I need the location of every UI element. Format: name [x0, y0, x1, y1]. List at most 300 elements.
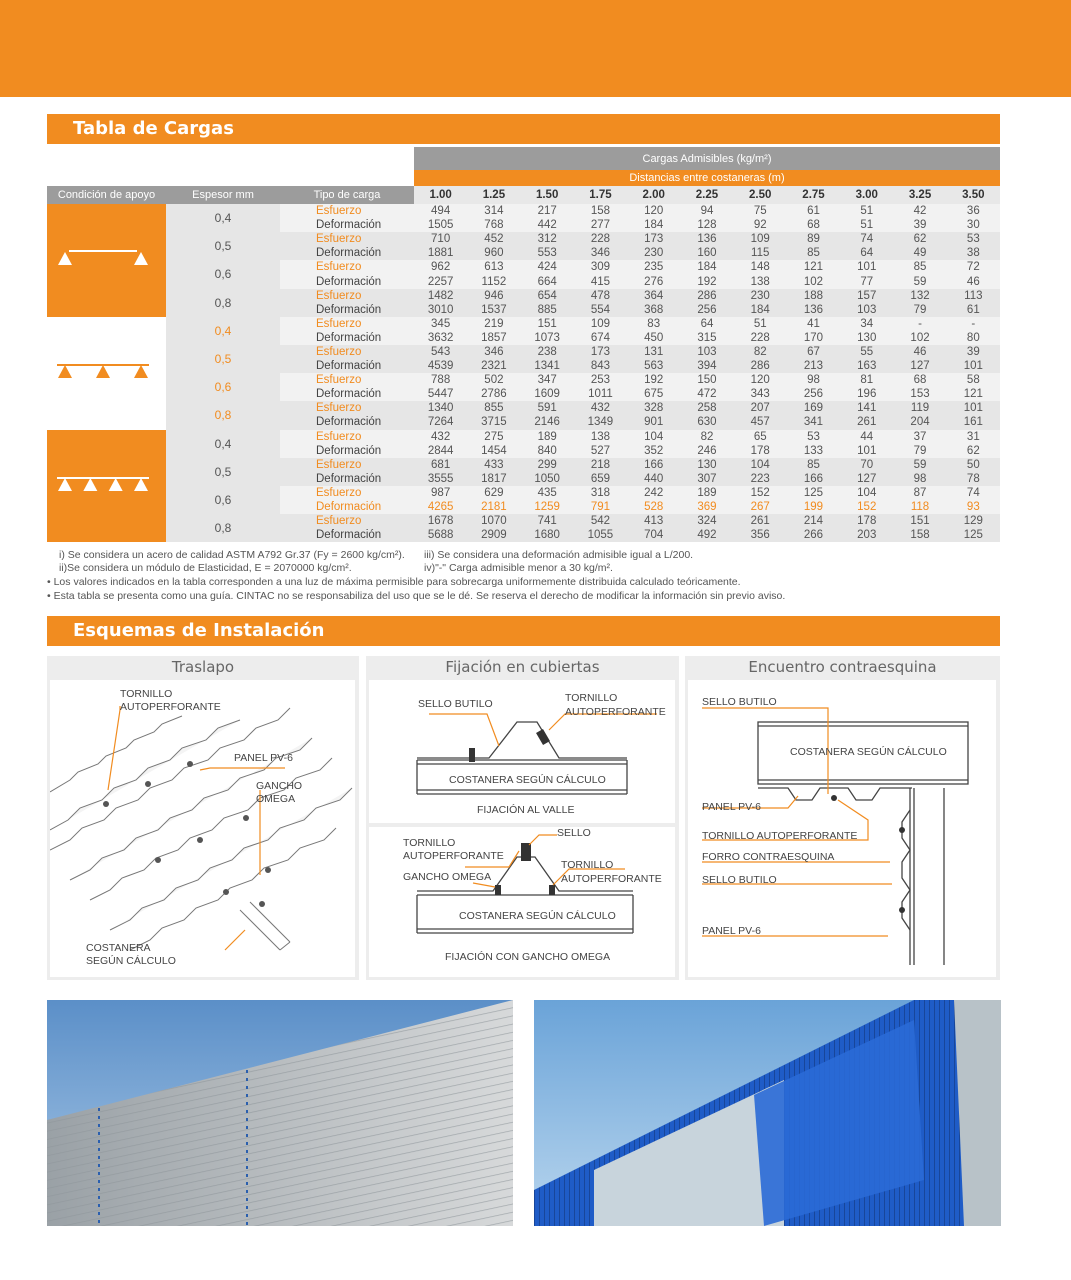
load-value-cell: 125	[947, 528, 1000, 542]
table-row	[47, 232, 1000, 246]
load-value-cell: 230	[734, 289, 787, 303]
load-value-cell: 65	[734, 430, 787, 444]
load-value-cell: 324	[680, 514, 733, 528]
deformation-label: Deformación	[280, 331, 414, 345]
load-value-cell: 2181	[467, 500, 520, 514]
load-value-cell: 364	[627, 289, 680, 303]
load-value-cell: 120	[734, 373, 787, 387]
load-value-cell: 151	[521, 317, 574, 331]
load-value-cell: 276	[627, 274, 680, 288]
load-value-cell: 166	[787, 472, 840, 486]
load-value-cell: 543	[414, 345, 467, 359]
load-value-cell: 103	[840, 303, 893, 317]
load-value-cell: 309	[574, 260, 627, 274]
load-value-cell: 452	[467, 232, 520, 246]
thickness-cell: 0,8	[166, 401, 280, 429]
thickness-cell: 0,6	[166, 373, 280, 401]
stress-label: Esfuerzo	[280, 204, 414, 218]
span-header: 2.50	[734, 186, 787, 204]
load-value-cell: 346	[574, 246, 627, 260]
label-panel-pv6: PANEL PV-6	[234, 752, 293, 764]
load-value-cell: 163	[840, 359, 893, 373]
load-value-cell: 527	[574, 444, 627, 458]
load-value-cell: 1680	[521, 528, 574, 542]
load-value-cell: 173	[574, 345, 627, 359]
loads-section-title: Tabla de Cargas	[47, 114, 1000, 144]
load-value-cell: 1505	[414, 218, 467, 232]
load-value-cell: 1050	[521, 472, 574, 486]
load-value-cell: 659	[574, 472, 627, 486]
table-row	[47, 373, 1000, 387]
fijacion-valle-diagram	[369, 680, 675, 823]
stress-label: Esfuerzo	[280, 317, 414, 331]
load-value-cell: 79	[893, 444, 946, 458]
load-value-cell: 127	[893, 359, 946, 373]
load-value-cell: 173	[627, 232, 680, 246]
load-value-cell: 554	[574, 303, 627, 317]
thickness-cell: 0,4	[166, 204, 280, 232]
load-value-cell: 207	[734, 401, 787, 415]
load-value-cell: 85	[893, 260, 946, 274]
load-value-cell: 629	[467, 486, 520, 500]
load-value-cell: 1011	[574, 387, 627, 401]
traslapo-panel	[47, 656, 359, 980]
stress-label: Esfuerzo	[280, 430, 414, 444]
encuentro-diagram	[688, 680, 996, 977]
load-value-cell: 36	[947, 204, 1000, 218]
load-value-cell: 152	[734, 486, 787, 500]
load-value-cell: 1055	[574, 528, 627, 542]
load-value-cell: 148	[734, 260, 787, 274]
fijacion-omega-diagram	[369, 827, 675, 977]
load-value-cell: 121	[947, 387, 1000, 401]
load-value-cell: 238	[521, 345, 574, 359]
support-4-icon	[47, 464, 166, 504]
load-value-cell: 356	[734, 528, 787, 542]
thickness-cell: 0,5	[166, 345, 280, 373]
load-value-cell: 1482	[414, 289, 467, 303]
load-value-cell: 113	[947, 289, 1000, 303]
load-value-cell: 664	[521, 274, 574, 288]
load-value-cell: 101	[947, 401, 1000, 415]
load-value-cell: 119	[893, 401, 946, 415]
load-value-cell: 528	[627, 500, 680, 514]
label-sello: SELLO	[557, 827, 591, 839]
load-value-cell: 791	[574, 500, 627, 514]
load-value-cell: 591	[521, 401, 574, 415]
table-row	[47, 401, 1000, 415]
load-value-cell: 104	[840, 486, 893, 500]
load-value-cell: 118	[893, 500, 946, 514]
label-fijacion-gancho: FIJACIÓN CON GANCHO OMEGA	[445, 951, 611, 963]
load-value-cell: 98	[893, 472, 946, 486]
load-value-cell: 855	[467, 401, 520, 415]
load-value-cell: 138	[734, 274, 787, 288]
label-tornillo: TORNILLO	[120, 688, 173, 700]
load-value-cell: 192	[680, 274, 733, 288]
thickness-cell: 0,8	[166, 289, 280, 317]
load-value-cell: 77	[840, 274, 893, 288]
load-value-cell: 312	[521, 232, 574, 246]
load-value-cell: 228	[734, 331, 787, 345]
load-value-cell: 1152	[467, 274, 520, 288]
load-value-cell: 50	[947, 458, 1000, 472]
load-value-cell: 328	[627, 401, 680, 415]
load-value-cell: 424	[521, 260, 574, 274]
load-value-cell: 150	[680, 373, 733, 387]
deformation-label: Deformación	[280, 303, 414, 317]
load-value-cell: 1073	[521, 331, 574, 345]
load-value-cell: 2909	[467, 528, 520, 542]
label-sello-butilo: SELLO BUTILO	[418, 698, 493, 710]
load-value-cell: 885	[521, 303, 574, 317]
table-row	[47, 430, 1000, 444]
allowable-load-header: Cargas Admisibles (kg/m²)	[414, 147, 1000, 170]
load-value-cell: 184	[627, 218, 680, 232]
load-value-cell: 70	[840, 458, 893, 472]
note-3: iii) Se considera una deformación admisible igual a L/200.	[424, 549, 694, 561]
stress-label: Esfuerzo	[280, 514, 414, 528]
load-value-cell: 104	[734, 458, 787, 472]
load-value-cell: 214	[787, 514, 840, 528]
load-value-cell: 450	[627, 331, 680, 345]
load-value-cell: 104	[627, 430, 680, 444]
load-type-header: Tipo de carga	[280, 186, 414, 204]
load-value-cell: 102	[787, 274, 840, 288]
load-value-cell: 44	[840, 430, 893, 444]
label-sello-butilo-2: SELLO BUTILO	[702, 874, 777, 886]
load-value-cell: 960	[467, 246, 520, 260]
load-value-cell: 413	[627, 514, 680, 528]
deformation-label: Deformación	[280, 387, 414, 401]
load-value-cell: 253	[574, 373, 627, 387]
deformation-label: Deformación	[280, 246, 414, 260]
load-value-cell: 189	[521, 430, 574, 444]
load-value-cell: 82	[680, 430, 733, 444]
load-value-cell: 1537	[467, 303, 520, 317]
deformation-label: Deformación	[280, 359, 414, 373]
load-value-cell: 31	[947, 430, 1000, 444]
load-value-cell: 492	[680, 528, 733, 542]
load-value-cell: -	[947, 317, 1000, 331]
load-value-cell: 314	[467, 204, 520, 218]
load-value-cell: 7264	[414, 415, 467, 429]
load-value-cell: 901	[627, 415, 680, 429]
loads-table-wrapper	[47, 147, 1000, 542]
load-value-cell: 49	[893, 246, 946, 260]
load-value-cell: 153	[893, 387, 946, 401]
load-value-cell: 55	[840, 345, 893, 359]
load-value-cell: 946	[467, 289, 520, 303]
table-row	[47, 289, 1000, 303]
load-value-cell: 352	[627, 444, 680, 458]
load-value-cell: 53	[947, 232, 1000, 246]
load-value-cell: 204	[893, 415, 946, 429]
valley-fixing-drawing	[369, 680, 675, 823]
span-header: 1.75	[574, 186, 627, 204]
span-header: 2.00	[627, 186, 680, 204]
load-value-cell: 169	[787, 401, 840, 415]
load-value-cell: 230	[627, 246, 680, 260]
load-value-cell: 415	[574, 274, 627, 288]
load-value-cell: 256	[787, 387, 840, 401]
load-value-cell: 433	[467, 458, 520, 472]
load-value-cell: 256	[680, 303, 733, 317]
load-value-cell: 87	[893, 486, 946, 500]
load-value-cell: 158	[893, 528, 946, 542]
building-facade-image	[534, 1000, 1001, 1226]
note-5: • Los valores indicados en la tabla corresponden a una luz de máxima permisible para sobrecarga uniformemente distribuida calculado teóricamente.	[47, 576, 741, 588]
label-panel-pv6: PANEL PV-6	[702, 801, 761, 813]
load-value-cell: 674	[574, 331, 627, 345]
table-row	[47, 260, 1000, 274]
label-segun-calculo: SEGÚN CÁLCULO	[86, 955, 176, 967]
load-value-cell: 158	[574, 204, 627, 218]
load-value-cell: 1259	[521, 500, 574, 514]
load-value-cell: 275	[467, 430, 520, 444]
load-value-cell: 62	[947, 444, 1000, 458]
load-value-cell: 2257	[414, 274, 467, 288]
load-value-cell: 502	[467, 373, 520, 387]
load-value-cell: 315	[680, 331, 733, 345]
load-value-cell: 347	[521, 373, 574, 387]
photo-wall-cladding	[47, 1000, 513, 1226]
load-value-cell: 127	[840, 472, 893, 486]
load-value-cell: 131	[627, 345, 680, 359]
stress-label: Esfuerzo	[280, 260, 414, 274]
load-value-cell: 170	[787, 331, 840, 345]
load-value-cell: 228	[574, 232, 627, 246]
load-value-cell: 267	[734, 500, 787, 514]
load-value-cell: 103	[680, 345, 733, 359]
load-value-cell: 79	[893, 303, 946, 317]
load-value-cell: 133	[787, 444, 840, 458]
load-value-cell: 102	[893, 331, 946, 345]
stress-label: Esfuerzo	[280, 345, 414, 359]
load-value-cell: 67	[787, 345, 840, 359]
deformation-label: Deformación	[280, 500, 414, 514]
thickness-cell: 0,6	[166, 486, 280, 514]
label-costanera: COSTANERA	[86, 942, 151, 954]
load-value-cell: 2321	[467, 359, 520, 373]
label-tornillo: TORNILLO	[403, 837, 456, 849]
load-value-cell: 2786	[467, 387, 520, 401]
table-row	[47, 486, 1000, 500]
label-autoperforante: AUTOPERFORANTE	[565, 706, 666, 718]
load-value-cell: 178	[840, 514, 893, 528]
note-2: ii)Se considera un módulo de Elasticidad, E = 2070000 kg/cm².	[59, 562, 352, 574]
load-value-cell: 81	[840, 373, 893, 387]
load-value-cell: 1341	[521, 359, 574, 373]
stress-label: Esfuerzo	[280, 373, 414, 387]
table-row	[47, 204, 1000, 218]
support-condition-cell	[47, 317, 166, 430]
load-value-cell: 457	[734, 415, 787, 429]
load-value-cell: 59	[893, 458, 946, 472]
load-value-cell: 440	[627, 472, 680, 486]
label-gancho: GANCHO	[256, 780, 303, 792]
load-value-cell: 299	[521, 458, 574, 472]
load-value-cell: 768	[467, 218, 520, 232]
load-value-cell: 89	[787, 232, 840, 246]
stress-label: Esfuerzo	[280, 289, 414, 303]
load-value-cell: 2146	[521, 415, 574, 429]
load-value-cell: 109	[574, 317, 627, 331]
load-value-cell: 3715	[467, 415, 520, 429]
support-3-icon	[47, 351, 166, 391]
load-value-cell: 115	[734, 246, 787, 260]
note-1: i) Se considera un acero de calidad ASTM A792 Gr.37 (Fy = 2600 kg/cm²).	[59, 549, 405, 561]
load-value-cell: 307	[680, 472, 733, 486]
load-value-cell: 1340	[414, 401, 467, 415]
stress-label: Esfuerzo	[280, 458, 414, 472]
load-value-cell: 82	[734, 345, 787, 359]
load-value-cell: 442	[521, 218, 574, 232]
load-value-cell: 741	[521, 514, 574, 528]
load-value-cell: 630	[680, 415, 733, 429]
fijacion-panel	[366, 656, 679, 980]
stress-label: Esfuerzo	[280, 232, 414, 246]
load-value-cell: 4265	[414, 500, 467, 514]
load-value-cell: 129	[947, 514, 1000, 528]
load-value-cell: 192	[627, 373, 680, 387]
load-value-cell: 184	[680, 260, 733, 274]
fijacion-title: Fijación en cubiertas	[445, 658, 600, 676]
photo-building-facade	[534, 1000, 1001, 1226]
encuentro-title: Encuentro contraesquina	[748, 658, 937, 676]
load-value-cell: 136	[787, 303, 840, 317]
label-sello-butilo: SELLO BUTILO	[702, 696, 777, 708]
load-value-cell: 53	[787, 430, 840, 444]
load-value-cell: 345	[414, 317, 467, 331]
load-value-cell: 318	[574, 486, 627, 500]
span-header: 2.25	[680, 186, 733, 204]
label-omega: OMEGA	[256, 793, 296, 805]
table-row	[47, 317, 1000, 331]
load-value-cell: 553	[521, 246, 574, 260]
load-value-cell: 51	[840, 204, 893, 218]
load-value-cell: 217	[521, 204, 574, 218]
load-value-cell: 1454	[467, 444, 520, 458]
load-value-cell: 51	[840, 218, 893, 232]
label-autoperforante: AUTOPERFORANTE	[403, 850, 504, 862]
span-header: 3.00	[840, 186, 893, 204]
label-gancho-omega: GANCHO OMEGA	[403, 871, 492, 883]
load-value-cell: 41	[787, 317, 840, 331]
label-fijacion-valle: FIJACIÓN AL VALLE	[477, 804, 575, 816]
corrugated-roof-illustration	[50, 680, 355, 977]
load-value-cell: 46	[947, 274, 1000, 288]
load-value-cell: 1678	[414, 514, 467, 528]
load-value-cell: 58	[947, 373, 1000, 387]
load-value-cell: 213	[787, 359, 840, 373]
load-value-cell: 92	[734, 218, 787, 232]
load-value-cell: 261	[734, 514, 787, 528]
load-value-cell: 542	[574, 514, 627, 528]
load-value-cell: 5447	[414, 387, 467, 401]
deformation-label: Deformación	[280, 415, 414, 429]
table-row	[47, 345, 1000, 359]
load-value-cell: 1817	[467, 472, 520, 486]
load-value-cell: 93	[947, 500, 1000, 514]
loads-table	[47, 147, 1000, 542]
load-value-cell: 223	[734, 472, 787, 486]
stress-label: Esfuerzo	[280, 401, 414, 415]
load-value-cell: 369	[680, 500, 733, 514]
load-value-cell: 218	[574, 458, 627, 472]
load-value-cell: 160	[680, 246, 733, 260]
load-value-cell: 46	[893, 345, 946, 359]
span-header: 2.75	[787, 186, 840, 204]
traslapo-title: Traslapo	[171, 658, 235, 676]
load-value-cell: 121	[787, 260, 840, 274]
load-value-cell: 38	[947, 246, 1000, 260]
traslapo-diagram	[50, 680, 355, 977]
load-value-cell: 74	[947, 486, 1000, 500]
load-value-cell: 42	[893, 204, 946, 218]
load-value-cell: 130	[840, 331, 893, 345]
load-value-cell: 196	[840, 387, 893, 401]
load-value-cell: 286	[734, 359, 787, 373]
load-value-cell: 840	[521, 444, 574, 458]
load-value-cell: 341	[787, 415, 840, 429]
table-row	[47, 514, 1000, 528]
load-value-cell: 788	[414, 373, 467, 387]
label-autoperforante-2: AUTOPERFORANTE	[561, 873, 662, 885]
install-section-title: Esquemas de Instalación	[47, 616, 1000, 646]
load-value-cell: 64	[840, 246, 893, 260]
deformation-label: Deformación	[280, 218, 414, 232]
load-value-cell: 494	[414, 204, 467, 218]
load-value-cell: 68	[787, 218, 840, 232]
load-value-cell: 184	[734, 303, 787, 317]
load-value-cell: 68	[893, 373, 946, 387]
load-value-cell: 98	[787, 373, 840, 387]
load-value-cell: 101	[947, 359, 1000, 373]
load-value-cell: 157	[840, 289, 893, 303]
load-value-cell: 394	[680, 359, 733, 373]
load-value-cell: 613	[467, 260, 520, 274]
load-value-cell: 51	[734, 317, 787, 331]
load-value-cell: 242	[627, 486, 680, 500]
load-value-cell: 3632	[414, 331, 467, 345]
load-value-cell: 188	[787, 289, 840, 303]
thickness-cell: 0,5	[166, 458, 280, 486]
load-value-cell: 94	[680, 204, 733, 218]
load-value-cell: 128	[680, 218, 733, 232]
load-value-cell: 61	[947, 303, 1000, 317]
load-value-cell: 151	[893, 514, 946, 528]
load-value-cell: 432	[574, 401, 627, 415]
load-value-cell: 199	[787, 500, 840, 514]
label-panel-pv6-2: PANEL PV-6	[702, 925, 761, 937]
load-value-cell: 432	[414, 430, 467, 444]
load-value-cell: 681	[414, 458, 467, 472]
load-value-cell: 1070	[467, 514, 520, 528]
load-value-cell: 5688	[414, 528, 467, 542]
thickness-cell: 0,4	[166, 317, 280, 345]
load-value-cell: 101	[840, 444, 893, 458]
load-value-cell: 343	[734, 387, 787, 401]
load-value-cell: 189	[680, 486, 733, 500]
load-value-cell: 120	[627, 204, 680, 218]
load-value-cell: 987	[414, 486, 467, 500]
load-value-cell: 710	[414, 232, 467, 246]
load-value-cell: 261	[840, 415, 893, 429]
load-value-cell: 166	[627, 458, 680, 472]
load-value-cell: 72	[947, 260, 1000, 274]
label-tornillo: TORNILLO	[565, 692, 618, 704]
